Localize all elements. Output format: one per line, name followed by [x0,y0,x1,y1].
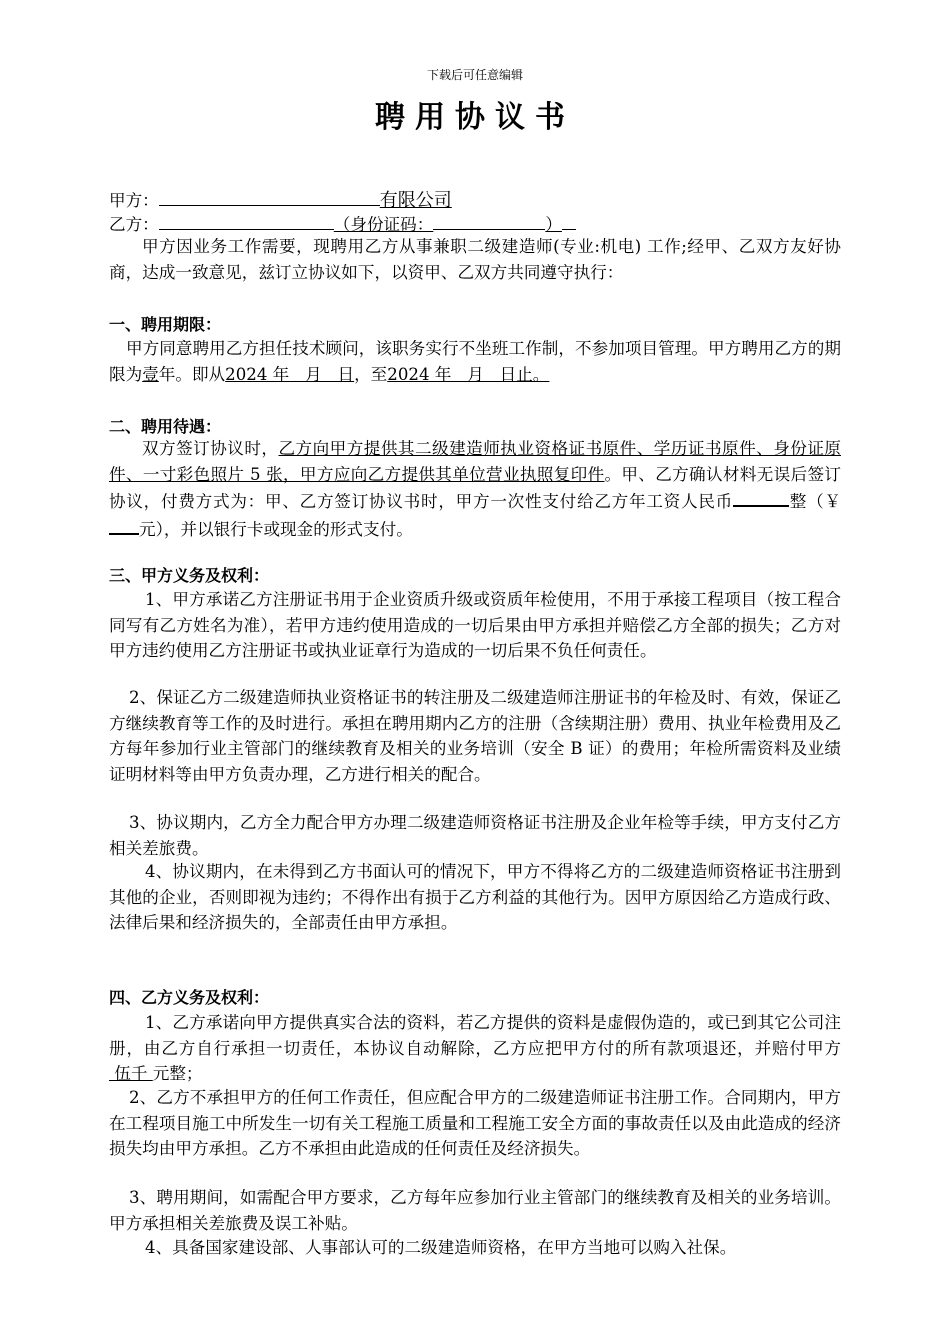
section-4-item-4: 4、具备国家建设部、人事部认可的二级建造师资格，在甲方当地可以购入社保。 [145,1238,737,1257]
party-a-line [109,187,841,214]
party-a-company-suffix: 有限公司 [379,190,452,211]
party-a-label: 甲方： [109,191,159,210]
term-years: 壹 [142,364,159,384]
party-b-id-field[interactable] [433,211,545,230]
term-from-date: 2024 年 月 日 [225,364,355,384]
term-to-date: 2024 年 月 日止。 [387,364,550,384]
section-3-heading: 三、甲方义务及权利： [109,566,270,585]
section-1-heading: 一、聘用期限： [109,315,222,334]
section-1-paragraph [109,336,841,387]
section-4-item-1-text-b: 元整； [152,1064,203,1083]
section-2-text-b: 整（￥ [789,492,841,511]
section-4-item-2: 2、乙方不承担甲方的任何工作责任，但应配合甲方的二级建造师证书注册工作。合同期内，甲方在工程项目施工中所发生一切有关工程施工质量和工程施工安全方面的事故责任以及由此造成的经济损失均由甲方承担。乙方不承担由此造成的任何责任及经济损失。 [109,1088,841,1158]
section-4-item-1 [109,1010,841,1087]
section-1-text-b: 年。即从 [158,364,226,384]
section-2-lead: 双方签订协议时， [142,439,279,458]
page-title: 聘用协议书 [375,100,575,135]
salary-words-field[interactable] [733,487,789,507]
party-b-label: 乙方： [109,215,159,234]
section-3-item-1: 1、甲方承诺乙方注册证书用于企业资质升级或资质年检使用，不用于承接工程项目（按工程合同写有乙方姓名为准），若甲方违约使用造成的一切后果由甲方承担并赔偿乙方全部的损失；乙方对甲方违约使用乙方注册证书或执业证章行为造成的一切后果不负任何责任。 [109,590,841,660]
section-4-heading: 四、乙方义务及权利： [109,988,270,1007]
party-b-id-close: ） [545,215,562,234]
party-a-name-field[interactable] [159,187,380,206]
section-3-item-3: 3、协议期内，乙方全力配合甲方办理二级建造师资格证书注册及企业年检等手续，甲方支付乙方相关差旅费。 [109,813,841,858]
section-2-text-c: 元），并以银行卡或现金的形式支付。 [139,519,413,539]
section-2-paragraph [109,436,841,542]
section-2-materials-clause: 乙方向甲方提供其二级建造师执业资格证书原件、学历证书原件、身份证原件、一寸彩色照片 5 张，甲方应向乙方提供其单位营业执照复印件 [109,439,842,484]
intro-paragraph: 甲方因业务工作需要，现聘用乙方从事兼职二级建造师(专业:机电) 工作;经甲、乙双方友好协商，达成一致意见，兹订立协议如下，以资甲、乙双方共同遵守执行： [109,237,841,282]
salary-amount-field[interactable] [109,515,139,535]
section-2-heading: 二、聘用待遇： [109,417,222,436]
party-b-trailing-underline [562,211,576,230]
party-b-id-label: （身份证码： [333,215,434,234]
section-1-text-c: ，至 [354,364,388,384]
section-4-item-1-text-a: 1、乙方承诺向甲方提供真实合法的资料，若乙方提供的资料是虚假伪造的，或已到其它公司注册，由乙方自行承担一切责任，本协议自动解除，乙方应把甲方付的所有款项退还，并赔付甲方 [109,1013,841,1058]
compensation-amount: 伍千 [109,1064,153,1083]
party-b-name-field[interactable] [159,211,334,230]
header-note: 下载后可任意编辑 [426,68,523,82]
section-3-item-4: 4、协议期内，在未得到乙方书面认可的情况下，甲方不得将乙方的二级建造师资格证书注册到其他的企业，否则即视为违约；不得作出有损于乙方利益的其他行为。因甲方原因给乙方造成行政、法律后果和经济损失的，全部责任由甲方承担。 [109,862,841,932]
section-3-item-2: 2、保证乙方二级建造师执业资格证书的转注册及二级建造师注册证书的年检及时、有效，保证乙方继续教育等工作的及时进行。承担在聘用期内乙方的注册（含续期注册）费用、执业年检费用及乙方每年参加行业主管部门的继续教育及相关的业务培训（安全 B 证）的费用；年检所需资料及业绩证明材料等由甲方负责办理，乙方进行相关的配合。 [109,688,841,784]
section-4-item-3: 3、聘用期间，如需配合甲方要求，乙方每年应参加行业主管部门的继续教育及相关的业务培训。甲方承担相关差旅费及误工补贴。 [109,1188,841,1233]
section-2-text-a: 。甲、乙方确认材料无误后签订协议，付费方式为：甲、乙方签订协议书时，甲方一次性支付给乙方年工资人民币 [109,464,841,511]
section-1-text-a: 甲方同意聘用乙方担任技术顾问，该职务实行不坐班工作制，不参加项目管理。甲方聘用乙方的期限为 [109,339,841,384]
